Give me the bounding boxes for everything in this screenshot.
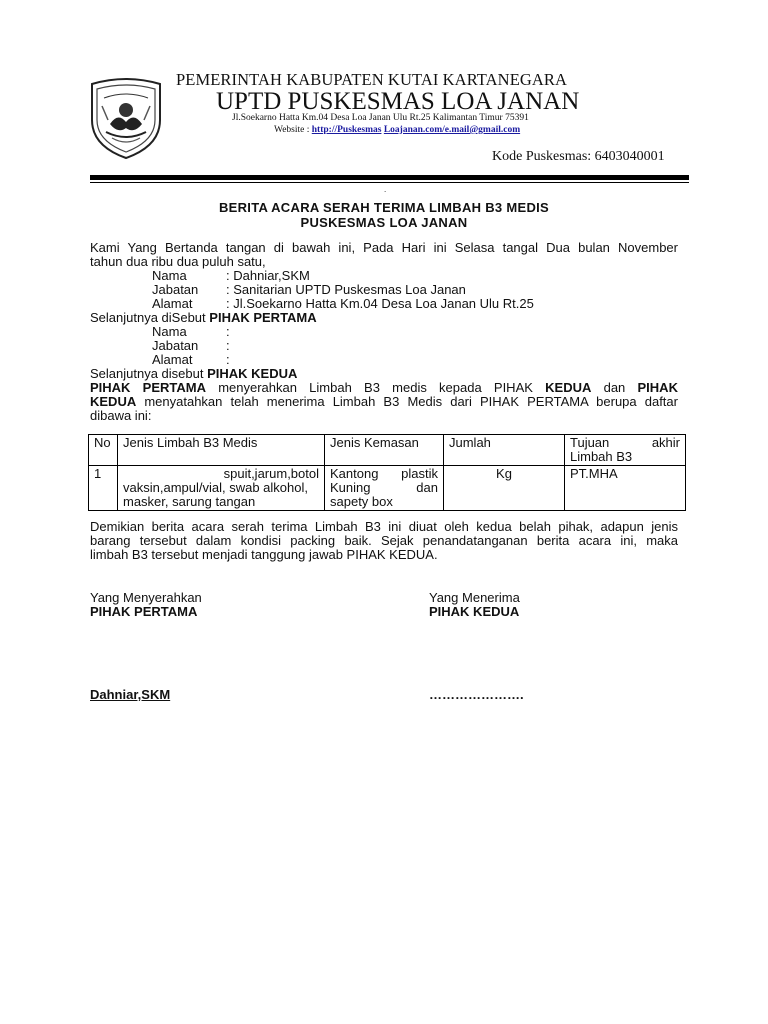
header-tujuan-word3: Limbah B3 [570, 449, 633, 464]
party2-pihak: PIHAK KEDUA [207, 366, 298, 381]
stray-dot: . [384, 185, 387, 194]
intro-line-1: Kami Yang Bertanda tangan di bawah ini, Pada Hari ini Selasa tangal Dua bulan November [90, 240, 678, 255]
cell-jumlah: Kg [444, 466, 565, 511]
party1-designation [90, 311, 317, 325]
header-tujuan [565, 435, 686, 466]
party2-designation [90, 367, 297, 381]
closing-line-3: limbah B3 tersebut menjadi tanggung jawab PIHAK KEDUA. [90, 547, 438, 562]
website-label: Website : [274, 125, 310, 135]
waste-table [88, 434, 686, 511]
party1-jabatan-label: Jabatan [152, 282, 199, 297]
closing-line-2: barang tersebut dalam kondisi packing baik. Sejak penandatanganan berita acara ini, maka [90, 533, 678, 548]
cell-kemasan-3: sapety box [330, 494, 393, 509]
statement-text-3: menyatahkan telah menerima Limbah B3 Medis dari PIHAK PERTAMA berupa daftar [144, 394, 678, 409]
institution-address: Jl.Soekarno Hatta Km.04 Desa Loa Janan Ulu Rt.25 Kalimantan Timur 75391 [232, 113, 529, 123]
statement-line-2 [90, 395, 678, 409]
website-email-link[interactable]: Loajanan.com/e.mail@gmail.com [383, 125, 521, 135]
kode-puskesmas: Kode Puskesmas: 6403040001 [492, 149, 665, 164]
right-sign-party: PIHAK KEDUA [429, 604, 520, 619]
party1-pihak: PIHAK PERTAMA [209, 310, 317, 325]
party2-alamat-label: Alamat [152, 352, 193, 367]
intro-line-2: tahun dua ribu dua puluh satu, [90, 254, 266, 269]
statement-pihak: PIHAK [637, 380, 678, 395]
left-sign-name: Dahniar,SKM [90, 687, 171, 702]
kutai-kartanegara-crest-icon [86, 76, 166, 160]
statement-kedua: KEDUA [545, 380, 592, 395]
header-tujuan-word1: Tujuan [570, 435, 610, 450]
table-row [89, 466, 686, 511]
statement-dan: dan [603, 380, 626, 395]
header-no: No [89, 435, 118, 466]
document-title: BERITA ACARA SERAH TERIMA LIMBAH B3 MEDIS [218, 200, 550, 215]
cell-kemasan-2b: dan [416, 480, 438, 495]
party1-nama-value: : Dahniar,SKM [226, 268, 310, 283]
right-sign-name: …………………. [429, 687, 524, 702]
party2-selanjutnya: Selanjutnya disebut [90, 366, 204, 381]
closing-line-1: Demikian berita acara serah terima Limbah B3 ini diuat oleh kedua belah pihak, adapun jenis [90, 519, 678, 534]
institution-name: UPTD PUSKESMAS LOA JANAN [216, 88, 580, 115]
party1-nama-label: Nama [152, 268, 187, 283]
party1-alamat-label: Alamat [152, 296, 193, 311]
header-jumlah: Jumlah [444, 435, 565, 466]
party2-jabatan-label: Jabatan [152, 338, 199, 353]
cell-jenis-line3: masker, sarung tangan [123, 494, 256, 509]
party2-alamat-colon: : [226, 352, 230, 367]
statement-pihak-pertama: PIHAK PERTAMA [90, 380, 206, 395]
cell-kemasan-1b: plastik [401, 466, 438, 481]
table-header-row [89, 435, 686, 466]
cell-kemasan-2a: Kuning [330, 480, 371, 495]
cell-no: 1 [89, 466, 118, 511]
header-divider [90, 175, 689, 180]
government-name: PEMERINTAH KABUPATEN KUTAI KARTANEGARA [176, 70, 568, 89]
website-line [274, 125, 520, 135]
header-divider-thin [90, 182, 689, 183]
cell-jenis-limbah [118, 466, 325, 511]
cell-tujuan: PT.MHA [565, 466, 686, 511]
cell-jenis-kemasan [325, 466, 444, 511]
cell-jenis-line1: spuit,jarum,botol [223, 466, 319, 481]
website-link[interactable]: http://Puskesmas [311, 125, 382, 135]
statement-line-3: dibawa ini: [90, 408, 152, 423]
right-sign-caption: Yang Menerima [429, 590, 520, 605]
party1-jabatan-value: : Sanitarian UPTD Puskesmas Loa Janan [226, 282, 466, 297]
left-sign-caption: Yang Menyerahkan [90, 590, 202, 605]
statement-kedua-2: KEDUA [90, 394, 137, 409]
party2-jabatan-colon: : [226, 338, 230, 353]
party2-nama-colon: : [226, 324, 230, 339]
party2-nama-label: Nama [152, 324, 187, 339]
statement-line-1 [90, 381, 678, 395]
party1-alamat-value: : Jl.Soekarno Hatta Km.04 Desa Loa Janan Ulu Rt.25 [226, 296, 534, 311]
document-subtitle: PUSKESMAS LOA JANAN [300, 215, 468, 230]
header-tujuan-word2: akhir [651, 435, 680, 450]
header-jenis-kemasan: Jenis Kemasan [325, 435, 444, 466]
statement-text-1: menyerahkan Limbah B3 medis kepada PIHAK [218, 380, 533, 395]
party1-selanjutnya: Selanjutnya diSebut [90, 310, 206, 325]
left-sign-party: PIHAK PERTAMA [90, 604, 198, 619]
cell-jenis-line2: vaksin,ampul/vial, swab alkohol, [123, 480, 308, 495]
header-jenis-limbah: Jenis Limbah B3 Medis [118, 435, 325, 466]
cell-kemasan-1a: Kantong [330, 466, 379, 481]
